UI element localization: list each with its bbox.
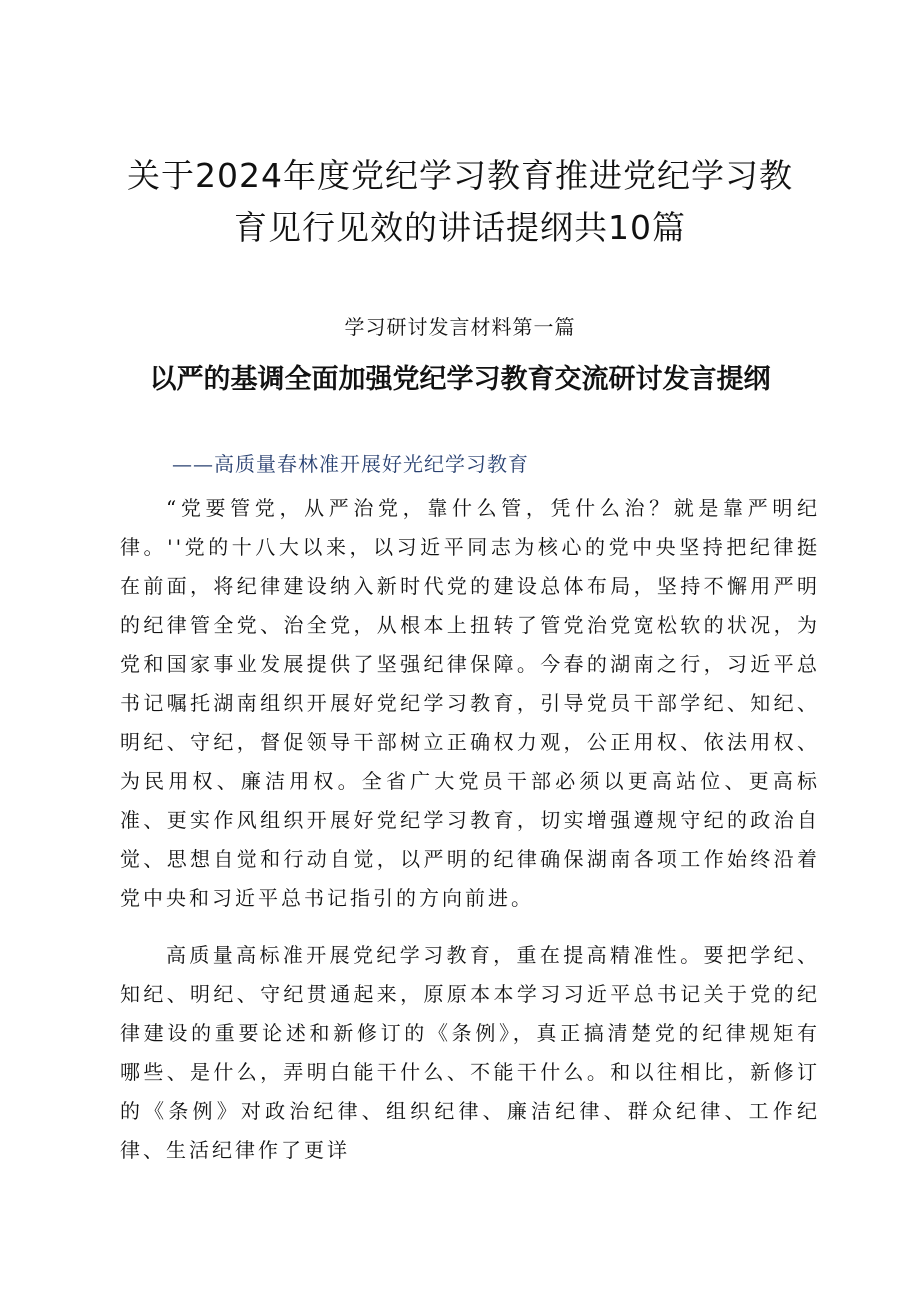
body-paragraph-2: 高质量高标准开展党纪学习教育，重在提高精准性。要把学纪、知纪、明纪、守纪贯通起来，原原本本学习习近平总书记关于党的纪律建设的重要论述和新修订的《条例》，真正搞清楚党的纪律规矩有哪些、是什么，弄明白能干什么、不能干什么。和以往相比，新修订的《条例》对政治纪律、组织纪律、廉洁纪律、群众纪律、工作纪律、生活纪律作了更详 bbox=[120, 943, 820, 1162]
section-label: 学习研讨发言材料第一篇 bbox=[344, 315, 576, 339]
document-title: 关于2024年度党纪学习教育推进党纪学习教育见行见效的讲话提纲共10篇 bbox=[127, 156, 793, 247]
speech-title: 以严的基调全面加强党纪学习教育交流研讨发言提纲 bbox=[149, 364, 771, 395]
document-body bbox=[120, 489, 820, 1170]
speech-subtitle: ——高质量春林准开展好光纪学习教育 bbox=[172, 452, 529, 476]
body-paragraph-1: “党要管党，从严治党，靠什么管，凭什么治？就是靠严明纪律。''党的十八大以来，以习近平同志为核心的党中央坚持把纪律挺在前面，将纪律建设纳入新时代党的建设总体布局，坚持不懈用严明的纪律管全党、治全党，从根本上扭转了管党治党宽松软的状况，为党和国家事业发展提供了坚强纪律保障。今春的湖南之行，习近平总书记嘱托湖南组织开展好党纪学习教育，引导党员干部学纪、知纪、明纪、守纪，督促领导干部树立正确权力观，公正用权、依法用权、为民用权、廉洁用权。全省广大党员干部必须以更高站位、更高标准、更实作风组织开展好党纪学习教育，切实增强遵规守纪的政治自觉、思想自觉和行动自觉，以严明的纪律确保湖南各项工作始终沿着党中央和习近平总书记指引的方向前进。 bbox=[120, 496, 820, 910]
